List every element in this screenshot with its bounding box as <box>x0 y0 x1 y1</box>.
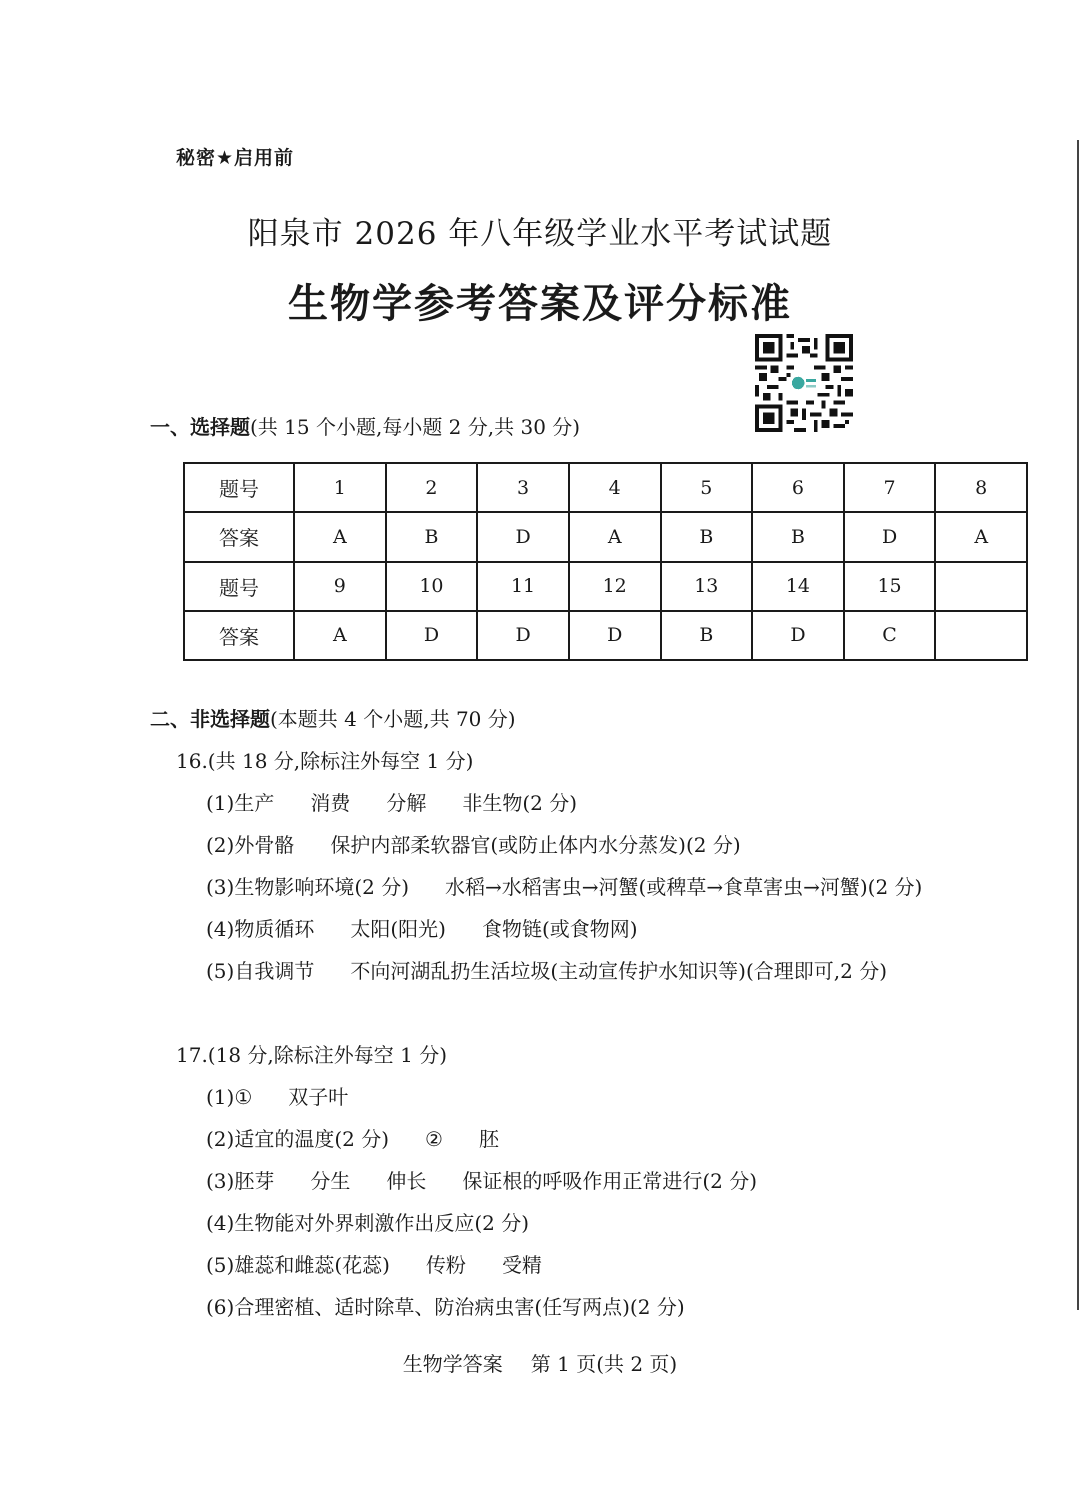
table-cell: 答案 <box>184 611 294 660</box>
answer-part: 胚 <box>478 1127 499 1151</box>
page-footer <box>0 1348 1080 1377</box>
answer-part: ② <box>425 1127 443 1151</box>
answer-part: 太阳(阳光) <box>350 917 446 941</box>
table-cell: B <box>661 611 753 660</box>
table-cell: C <box>844 611 936 660</box>
table-cell: 14 <box>752 562 844 611</box>
q17-item-4 <box>206 1207 529 1236</box>
table-cell: A <box>569 512 661 561</box>
q16-item-1 <box>206 787 577 816</box>
q17-item-1 <box>206 1081 348 1110</box>
table-cell: 题号 <box>184 562 294 611</box>
table-cell: A <box>935 512 1027 561</box>
table-cell: 10 <box>386 562 478 611</box>
table-cell: 3 <box>477 463 569 512</box>
secret-label: 秘密★启用前 <box>176 147 295 169</box>
table-cell: 题号 <box>184 463 294 512</box>
answer-part: 消费 <box>310 791 351 815</box>
section-choice-heading <box>150 411 580 440</box>
answer-part: (4)生物能对外界刺激作出反应(2 分) <box>206 1211 530 1235</box>
table-cell: 答案 <box>184 512 294 561</box>
table-cell: 13 <box>661 562 753 611</box>
table-row <box>184 611 1027 660</box>
table-cell: B <box>661 512 753 561</box>
exam-title: 阳泉市 2026 年八年级学业水平考试试题 <box>247 216 833 252</box>
answer-part: 不向河湖乱扔生活垃圾(主动宣传护水知识等)(合理即可,2 分) <box>350 959 887 983</box>
answer-part: 双子叶 <box>288 1085 349 1109</box>
table-cell: 7 <box>844 463 936 512</box>
answer-part: (5)雄蕊和雌蕊(花蕊) <box>206 1253 390 1277</box>
q17-item-6 <box>206 1291 685 1320</box>
choice-answer-table <box>183 462 1028 661</box>
table-cell: 1 <box>294 463 386 512</box>
table-row <box>184 562 1027 611</box>
footer-subject: 生物学答案 <box>402 1352 503 1376</box>
table-cell: 8 <box>935 463 1027 512</box>
section-choice-note: (共 15 个小题,每小题 2 分,共 30 分) <box>250 415 581 439</box>
answer-part: (2)适宜的温度(2 分) <box>206 1127 390 1151</box>
section-nonchoice-title: 二、非选择题 <box>150 707 270 731</box>
answer-part: 非生物(2 分) <box>462 791 578 815</box>
q16-item-5 <box>206 955 887 984</box>
answer-part: 伸长 <box>386 1169 427 1193</box>
q17-item-2 <box>206 1123 499 1152</box>
table-cell <box>935 611 1027 660</box>
table-cell: B <box>386 512 478 561</box>
answer-part: 传粉 <box>425 1253 466 1277</box>
table-cell: 2 <box>386 463 478 512</box>
table-cell: D <box>844 512 936 561</box>
answer-key-title: 生物学参考答案及评分标准 <box>288 281 792 327</box>
table-cell: D <box>477 512 569 561</box>
table-cell: A <box>294 512 386 561</box>
table-cell: D <box>752 611 844 660</box>
table-cell: 12 <box>569 562 661 611</box>
answer-part: 分生 <box>310 1169 351 1193</box>
q17-header: 17.(18 分,除标注外每空 1 分) <box>176 1043 448 1067</box>
section-nonchoice-heading <box>150 703 516 732</box>
table-cell: 9 <box>294 562 386 611</box>
table-cell: D <box>386 611 478 660</box>
table-cell: 11 <box>477 562 569 611</box>
table-cell <box>935 562 1027 611</box>
q16-item-2 <box>206 829 741 858</box>
answer-part: (3)生物影响环境(2 分) <box>206 875 410 899</box>
table-cell: A <box>294 611 386 660</box>
answer-part: (5)自我调节 <box>206 959 315 983</box>
answer-part: (1)① <box>206 1085 253 1109</box>
table-cell: D <box>477 611 569 660</box>
answer-part: 分解 <box>386 791 427 815</box>
qr-code-icon <box>752 334 856 432</box>
q16-item-4 <box>206 913 638 942</box>
table-cell: 4 <box>569 463 661 512</box>
answer-part: 受精 <box>501 1253 542 1277</box>
table-cell: 5 <box>661 463 753 512</box>
q17-item-3 <box>206 1165 757 1194</box>
table-row <box>184 463 1027 512</box>
answer-part: 保证根的呼吸作用正常进行(2 分) <box>462 1169 758 1193</box>
section-nonchoice-note: (本题共 4 个小题,共 70 分) <box>270 707 516 731</box>
table-cell: D <box>569 611 661 660</box>
q16-item-3 <box>206 871 922 900</box>
answer-part: (2)外骨骼 <box>206 833 295 857</box>
footer-page-number: 第 1 页(共 2 页) <box>530 1352 678 1376</box>
answer-part: (3)胚芽 <box>206 1169 275 1193</box>
table-row <box>184 512 1027 561</box>
answer-part: 食物链(或食物网) <box>481 917 638 941</box>
answer-part: (4)物质循环 <box>206 917 315 941</box>
table-cell: 6 <box>752 463 844 512</box>
table-cell: 15 <box>844 562 936 611</box>
answer-part: 水稻→水稻害虫→河蟹(或稗草→食草害虫→河蟹)(2 分) <box>445 875 923 899</box>
table-cell: B <box>752 512 844 561</box>
answer-part: 保护内部柔软器官(或防止体内水分蒸发)(2 分) <box>330 833 741 857</box>
answer-part: (1)生产 <box>206 791 275 815</box>
q16-header: 16.(共 18 分,除标注外每空 1 分) <box>176 749 474 773</box>
section-choice-title: 一、选择题 <box>150 415 250 439</box>
answer-part: (6)合理密植、适时除草、防治病虫害(任写两点)(2 分) <box>206 1295 685 1319</box>
q17-item-5 <box>206 1249 542 1278</box>
